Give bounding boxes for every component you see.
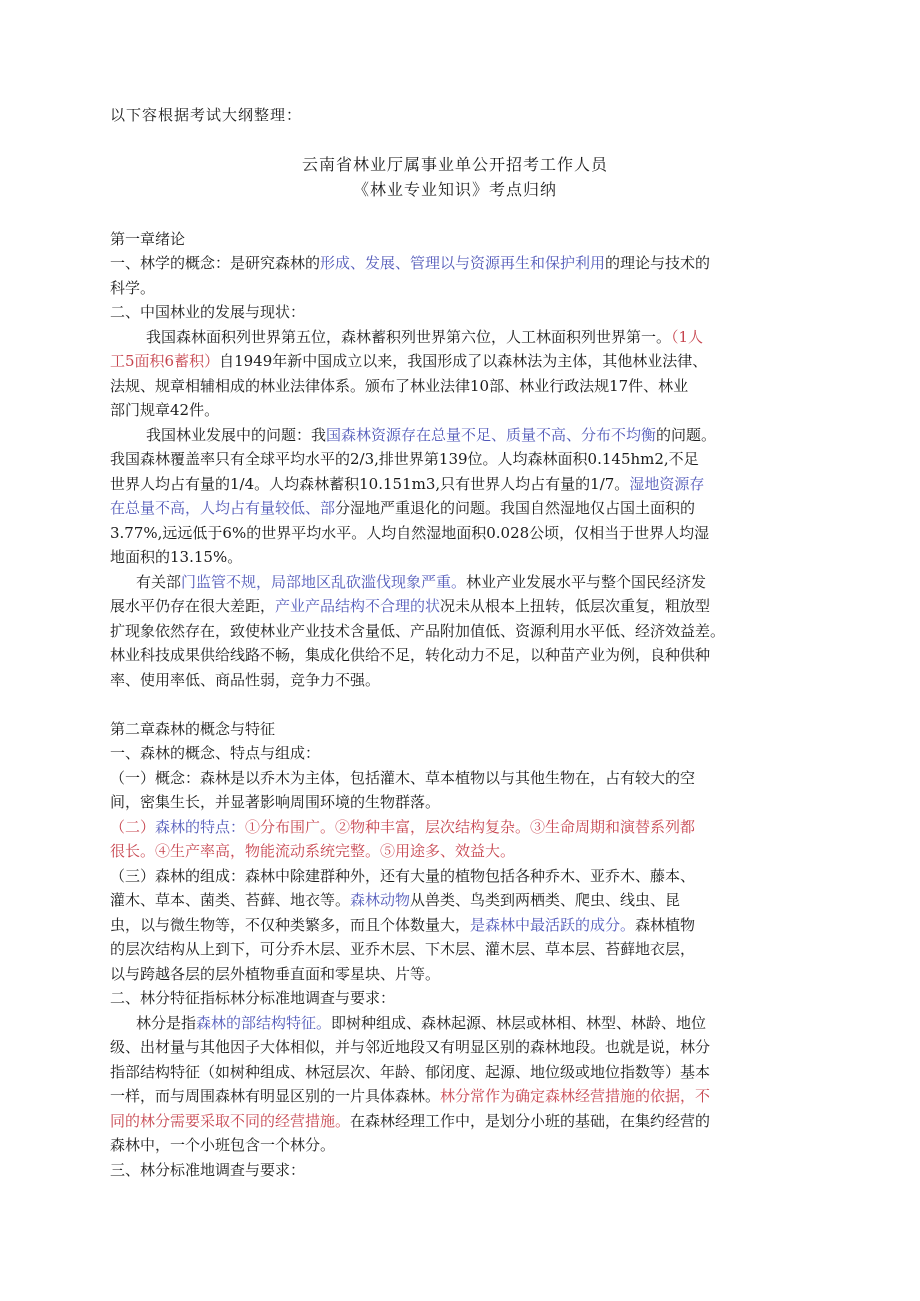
text-segment: 三、林分标准地调查与要求：	[110, 1160, 306, 1179]
text-line	[110, 643, 800, 668]
highlighted-text: 林分常作为确定森林经营措施的依据，不	[440, 1087, 711, 1105]
text-line	[110, 570, 800, 595]
text-line	[110, 864, 800, 889]
text-line	[110, 717, 800, 742]
text-segment: 森林中，一个小班包含一个林分。	[110, 1136, 336, 1154]
text-line	[110, 374, 800, 399]
text-line	[110, 962, 800, 987]
text-segment: 二、林分特征指标林分标准地调查与要求：	[110, 989, 396, 1007]
text-segment: （一）概念：森林是以乔木为主体，包括灌木、草本植物以与其他生物在，占有较大的空	[110, 768, 696, 787]
text-segment: 即树种组成、森林起源、林层或林相、林型、林龄、地位	[331, 1013, 707, 1032]
text-line	[110, 1109, 800, 1134]
text-segment: 指部结构特征（如树种组成、林冠层次、年龄、郁闭度、起源、地位级或地位指数等）基本	[110, 1062, 711, 1081]
highlighted-text: 森林动物	[350, 891, 411, 909]
text-segment: 地面积的13.15%。	[110, 548, 243, 566]
highlighted-text: 国森林资源存在总量不足、质量不高、分布不均衡	[326, 425, 657, 444]
text-line	[110, 1060, 800, 1085]
highlighted-text: 门监管不规，局部地区乱砍滥伐现象严重。	[181, 572, 467, 591]
text-segment: 我国林业发展中的问题：我	[146, 425, 327, 444]
text-segment: 3.77%,远远低于6%的世界平均水平。人均自然湿地面积0.028公顷，仅相当于世界人均湿	[110, 523, 710, 542]
highlighted-text: 工5面积6蓄积）	[110, 352, 220, 370]
text-line	[110, 815, 800, 840]
text-segment: 第二章森林的概念与特征	[110, 719, 276, 738]
text-segment: 率、使用率低、商品性弱，竞争力不强。	[110, 670, 381, 689]
text-line	[110, 251, 800, 276]
highlighted-text: （1人	[671, 327, 704, 346]
highlighted-text: 森林的特点：	[155, 817, 246, 836]
text-line	[110, 276, 800, 301]
text-segment: 林分是指	[136, 1013, 197, 1032]
spacer	[110, 692, 800, 717]
text-segment: 第一章绪论	[110, 229, 186, 248]
text-line	[110, 227, 800, 252]
text-line	[110, 1011, 800, 1036]
text-line	[110, 423, 800, 448]
text-segment: 世界人均占有量的1/4。人均森林蓄积10.151m3,只有世界人均占有量的1/7。	[110, 474, 630, 493]
highlighted-text: ①分布围广。②物种丰富，层次结构复杂。③生命周期和演替系列都	[245, 817, 696, 836]
text-line	[110, 1158, 800, 1183]
highlighted-text: 很长。④生产率高，物能流动系统完整。⑤用途多、效益大。	[110, 842, 516, 860]
spacer	[110, 202, 800, 227]
text-segment: 况未从根本上扭转，低层次重复，粗放型	[440, 597, 711, 615]
text-line	[110, 545, 800, 570]
text-segment: 以与跨越各层的层外植物垂直面和零星块、片等。	[110, 964, 441, 983]
text-segment: 我国森林面积列世界第五位，森林蓄积列世界第六位，人工林面积列世界第一。	[146, 327, 672, 346]
text-line	[110, 594, 800, 619]
text-segment: 扩现象依然存在，致使林业产业技术含量低、产品附加值低、资源利用水平低、经济效益差。	[110, 621, 726, 640]
text-segment: 间，密集生长，并显著影响周围环境的生物群落。	[110, 793, 441, 811]
text-line	[110, 766, 800, 791]
text-line	[110, 447, 800, 472]
highlighted-text: 形成、发展、管理以与资源再生和保护利用	[320, 254, 606, 272]
document-title-line-2: 《林业专业知识》考点归纳	[352, 180, 557, 199]
text-line	[110, 888, 800, 913]
text-segment: 虫，以与微生物等，不仅种类繁多，而且个体数量大，	[110, 915, 471, 934]
text-line	[110, 325, 800, 350]
highlighted-text: 产业产品结构不合理的状	[275, 597, 441, 615]
text-segment: 展水平仍存在很大差距，	[110, 597, 276, 615]
text-line	[110, 398, 800, 423]
document-body	[110, 202, 800, 1182]
text-line	[110, 496, 800, 521]
text-segment: 的问题。	[656, 425, 717, 444]
highlighted-text: 森林的部结构特征。	[196, 1013, 332, 1032]
text-segment: 分湿地严重退化的问题。我国自然湿地仅占国土面积的	[335, 499, 696, 517]
text-segment: 有关部	[136, 572, 182, 591]
text-segment: 一、森林的概念、特点与组成：	[110, 744, 321, 762]
document-title-line-1: 云南省林业厅属事业单公开招考工作人员	[301, 155, 608, 174]
text-line	[110, 349, 800, 374]
text-segment: 的理论与技术的	[605, 254, 711, 272]
highlighted-text: 湿地资源存	[629, 474, 705, 493]
text-segment: 部门规章42件。	[110, 401, 220, 419]
highlighted-text: 同的林分需要采取不同的经营措施。	[110, 1111, 351, 1130]
text-line	[110, 741, 800, 766]
text-segment: 森林植物	[635, 915, 696, 934]
text-line	[110, 790, 800, 815]
text-segment: 二、中国林业的发展与现状：	[110, 303, 306, 321]
text-segment: 科学。	[110, 278, 156, 297]
text-segment: （三）森林的组成：森林中除建群种外，还有大量的植物包括各种乔木、亚乔木、藤本、	[110, 866, 696, 885]
text-segment: 从兽类、鸟类到两栖类、爬虫、线虫、昆	[410, 891, 681, 909]
text-segment: 林业产业发展水平与整个国民经济发	[466, 572, 707, 591]
document-page	[110, 103, 800, 1182]
text-segment: 我国森林覆盖率只有全球平均水平的2/3,排世界第139位。人均森林面积0.145hm2,不足	[110, 450, 699, 468]
highlighted-text: 在总量不高，人均占有量较低、部	[110, 499, 336, 517]
highlighted-text: 是森林中最活跃的成分。	[470, 915, 636, 934]
text-segment: 自1949年新中国成立以来，我国形成了以森林法为主体，其他林业法律、	[219, 352, 708, 370]
text-segment: 灌木、草本、菌类、苔藓、地衣等。	[110, 891, 351, 909]
text-segment: 级、出材量与其他因子大体相似，并与邻近地段又有明显区别的森林地段。也就是说，林分	[110, 1038, 711, 1056]
text-line	[110, 986, 800, 1011]
text-line	[110, 668, 800, 693]
intro-line: 以下容根据考试大纲整理：	[110, 106, 303, 124]
highlighted-text: （二）	[110, 817, 156, 836]
spacer	[110, 128, 800, 153]
text-segment: 一样，而与周围森林有明显区别的一片具体森林。	[110, 1087, 441, 1105]
text-line	[110, 1084, 800, 1109]
text-line	[110, 472, 800, 497]
text-line	[110, 619, 800, 644]
text-segment: 林业科技成果供给线路不畅，集成化供给不足，转化动力不足，以种苗产业为例，良种供种	[110, 646, 711, 664]
text-line	[110, 937, 800, 962]
text-segment: 法规、规章相辅相成的林业法律体系。颁布了林业法律10部、林业行政法规17件、林业	[110, 376, 689, 395]
text-segment: 的层次结构从上到下，可分乔木层、亚乔木层、下木层、灌木层、草本层、苔藓地衣层，	[110, 940, 696, 958]
text-segment: 在森林经理工作中，是划分小班的基础，在集约经营的	[350, 1111, 711, 1130]
text-line	[110, 1133, 800, 1158]
text-line	[110, 300, 800, 325]
text-line	[110, 1035, 800, 1060]
text-segment: 一、林学的概念：是研究森林的	[110, 254, 321, 272]
text-line	[110, 839, 800, 864]
text-line	[110, 521, 800, 546]
text-line	[110, 913, 800, 938]
